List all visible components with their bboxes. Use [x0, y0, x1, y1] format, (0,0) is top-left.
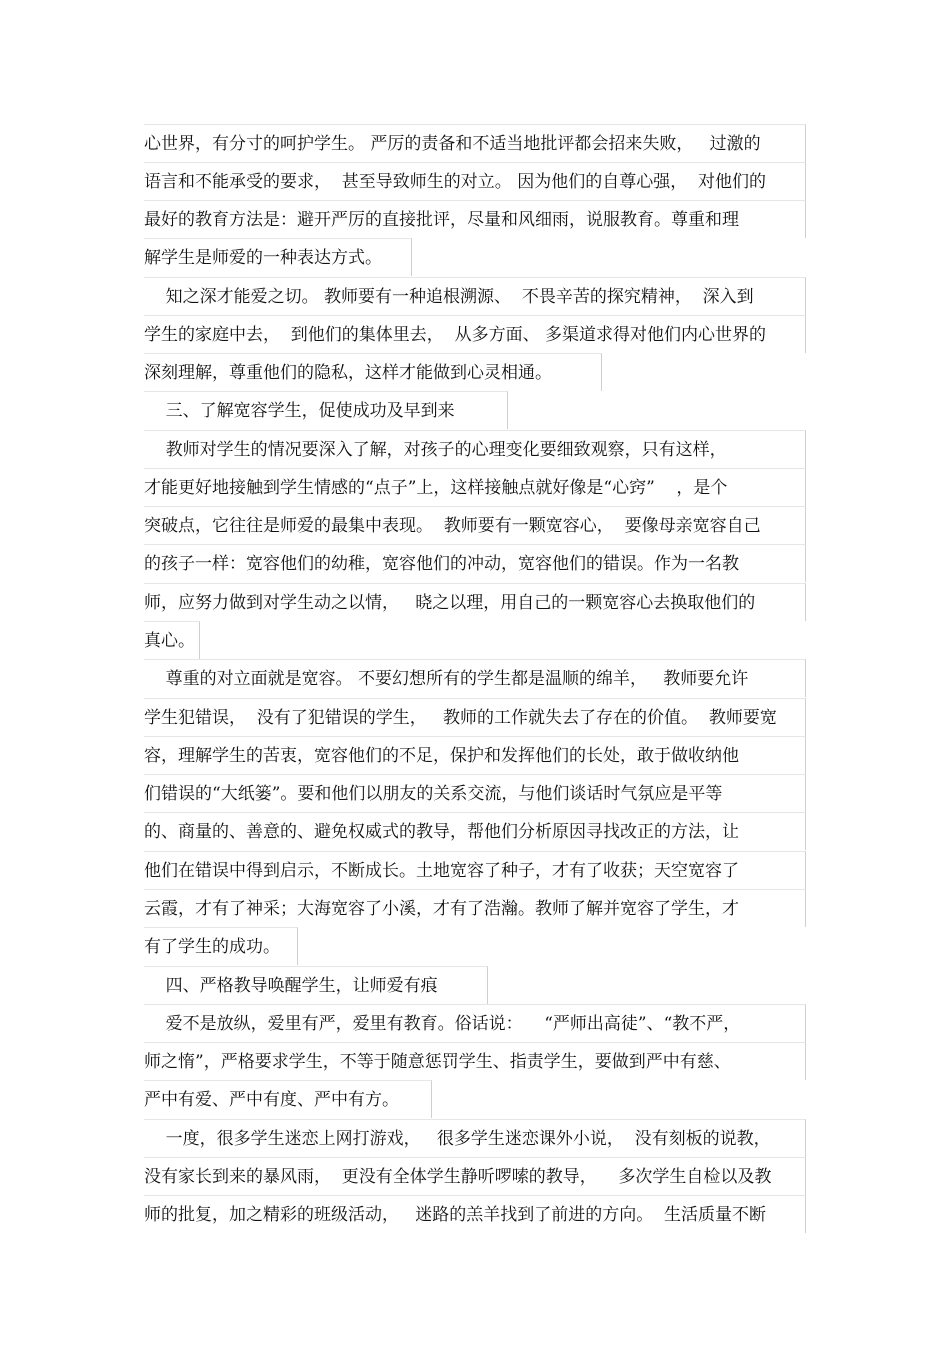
text-line: 最好的教育方法是：避开严厉的直接批评，尽量和风细雨，说服教育。尊重和理 — [144, 200, 806, 238]
text-line: 心世界，有分寸的呵护学生。 严厉的责备和不适当地批评都会招来失败， 过激的 — [144, 124, 806, 162]
text-line: 没有家长到来的暴风雨， 更没有全体学生静听啰嗦的教导， 多次学生自检以及教 — [144, 1157, 806, 1195]
text-line: 语言和不能承受的要求， 甚至导致师生的对立。 因为他们的自尊心强， 对他们的 — [144, 162, 806, 200]
text-line: 学生的家庭中去， 到他们的集体里去， 从多方面、 多渠道求得对他们内心世界的 — [144, 315, 806, 353]
section-heading: 四、严格教导唤醒学生，让师爱有痕 — [144, 966, 488, 1004]
text-line: 突破点，它往往是师爱的最集中表现。 教师要有一颗宽容心， 要像母亲宽容自己 — [144, 506, 806, 544]
text-line: 他们在错误中得到启示，不断成长。土地宽容了种子，才有了收获；天空宽容了 — [144, 851, 806, 889]
text-line: 的孩子一样：宽容他们的幼稚，宽容他们的冲动，宽容他们的错误。作为一名教 — [144, 544, 806, 582]
text-line: 一度，很多学生迷恋上网打游戏， 很多学生迷恋课外小说， 没有刻板的说教， — [144, 1119, 806, 1157]
text-line: 深刻理解，尊重他们的隐私，这样才能做到心灵相通。 — [144, 353, 602, 391]
text-line: 师的批复，加之精彩的班级活动， 迷路的羔羊找到了前进的方向。 生活质量不断 — [144, 1195, 806, 1233]
text-line: 教师对学生的情况要深入了解，对孩子的心理变化要细致观察，只有这样， — [144, 430, 806, 468]
text-line: 有了学生的成功。 — [144, 927, 298, 965]
text-line: 才能更好地接触到学生情感的“点子”上，这样接触点就好像是“心窍” ，是个 — [144, 468, 806, 506]
text-line: 爱不是放纵，爱里有严，爱里有教育。俗话说： “严师出高徒”、“教不严， — [144, 1004, 806, 1042]
text-line: 尊重的对立面就是宽容。 不要幻想所有的学生都是温顺的绵羊， 教师要允许 — [144, 659, 806, 697]
text-line: 师，应努力做到对学生动之以情， 晓之以理，用自己的一颗宽容心去换取他们的 — [144, 583, 806, 621]
section-heading: 三、了解宽容学生，促使成功及早到来 — [144, 391, 508, 429]
text-line: 师之惰”，严格要求学生，不等于随意惩罚学生、指责学生，要做到严中有慈、 — [144, 1042, 806, 1080]
text-line: 解学生是师爱的一种表达方式。 — [144, 238, 412, 276]
text-line: 严中有爱、严中有度、严中有方。 — [144, 1080, 432, 1118]
text-line: 们错误的“大纸篓”。要和他们以朋友的关系交流，与他们谈话时气氛应是平等 — [144, 774, 806, 812]
text-line: 知之深才能爱之切。 教师要有一种追根溯源、 不畏辛苦的探究精神， 深入到 — [144, 277, 806, 315]
text-line: 真心。 — [144, 621, 200, 659]
text-line: 云霞，才有了神采；大海宽容了小溪，才有了浩瀚。教师了解并宽容了学生，才 — [144, 889, 806, 927]
text-line: 的、商量的、善意的、避免权威式的教导，帮他们分析原因寻找改正的方法，让 — [144, 812, 806, 850]
text-line: 学生犯错误， 没有了犯错误的学生， 教师的工作就失去了存在的价值。 教师要宽 — [144, 698, 806, 736]
text-line: 容，理解学生的苦衷，宽容他们的不足，保护和发挥他们的长处，敢于做收纳他 — [144, 736, 806, 774]
